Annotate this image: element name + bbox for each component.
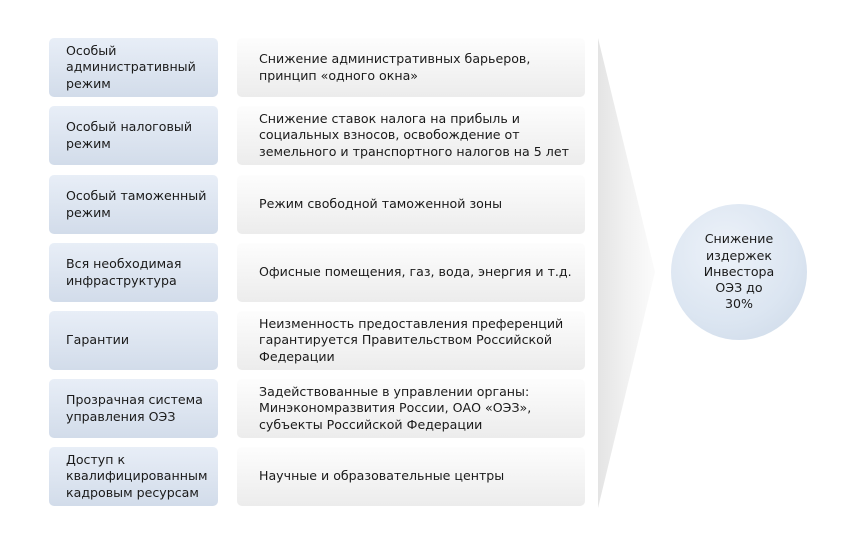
result-text: Снижение издержек Инвестора ОЭЗ до 30% bbox=[703, 231, 775, 312]
feature-row bbox=[49, 447, 585, 506]
feature-category-label: Особый таможенный режим bbox=[66, 188, 207, 220]
feature-row bbox=[49, 311, 585, 370]
feature-description-text: Снижение административных барьеров, принцип «одного окна» bbox=[259, 51, 531, 83]
feature-description-box bbox=[237, 106, 585, 165]
feature-row bbox=[49, 175, 585, 234]
feature-description-box bbox=[237, 243, 585, 302]
feature-row bbox=[49, 379, 585, 438]
feature-description-box bbox=[237, 38, 585, 97]
feature-row bbox=[49, 243, 585, 302]
feature-description-box bbox=[237, 379, 585, 438]
feature-description-box bbox=[237, 447, 585, 506]
result-circle bbox=[671, 204, 807, 340]
feature-description-text: Офисные помещения, газ, вода, энергия и т.д. bbox=[259, 264, 572, 280]
feature-category-box bbox=[49, 447, 218, 506]
feature-row bbox=[49, 38, 585, 97]
feature-description-text: Снижение ставок налога на прибыль и социальных взносов, освобождение от земельного и транспортного налогов на 5 лет bbox=[259, 110, 569, 159]
feature-category-box bbox=[49, 106, 218, 165]
feature-row bbox=[49, 106, 585, 165]
feature-description-box bbox=[237, 311, 585, 370]
feature-category-label: Доступ к квалифицированным кадровым ресурсам bbox=[66, 451, 208, 500]
feature-category-box bbox=[49, 175, 218, 234]
feature-category-box bbox=[49, 38, 218, 97]
feature-category-box bbox=[49, 379, 218, 438]
feature-category-label: Гарантии bbox=[66, 332, 130, 348]
feature-description-text: Задействованные в управлении органы: Минэкономразвития России, ОАО «ОЭЗ», субъекты Российской Федерации bbox=[259, 383, 532, 432]
feature-category-box bbox=[49, 243, 218, 302]
feature-category-label: Особый административный режим bbox=[66, 42, 196, 91]
feature-category-label: Прозрачная система управления ОЭЗ bbox=[66, 392, 203, 424]
feature-category-label: Особый налоговый режим bbox=[66, 119, 193, 151]
feature-category-label: Вся необходимая инфраструктура bbox=[66, 256, 182, 288]
feature-description-text: Неизменность предоставления преференций гарантируется Правительством Российской Федерации bbox=[259, 315, 564, 364]
feature-category-box bbox=[49, 311, 218, 370]
feature-description-box bbox=[237, 175, 585, 234]
feature-description-text: Научные и образовательные центры bbox=[259, 468, 505, 484]
feature-description-text: Режим свободной таможенной зоны bbox=[259, 196, 503, 212]
